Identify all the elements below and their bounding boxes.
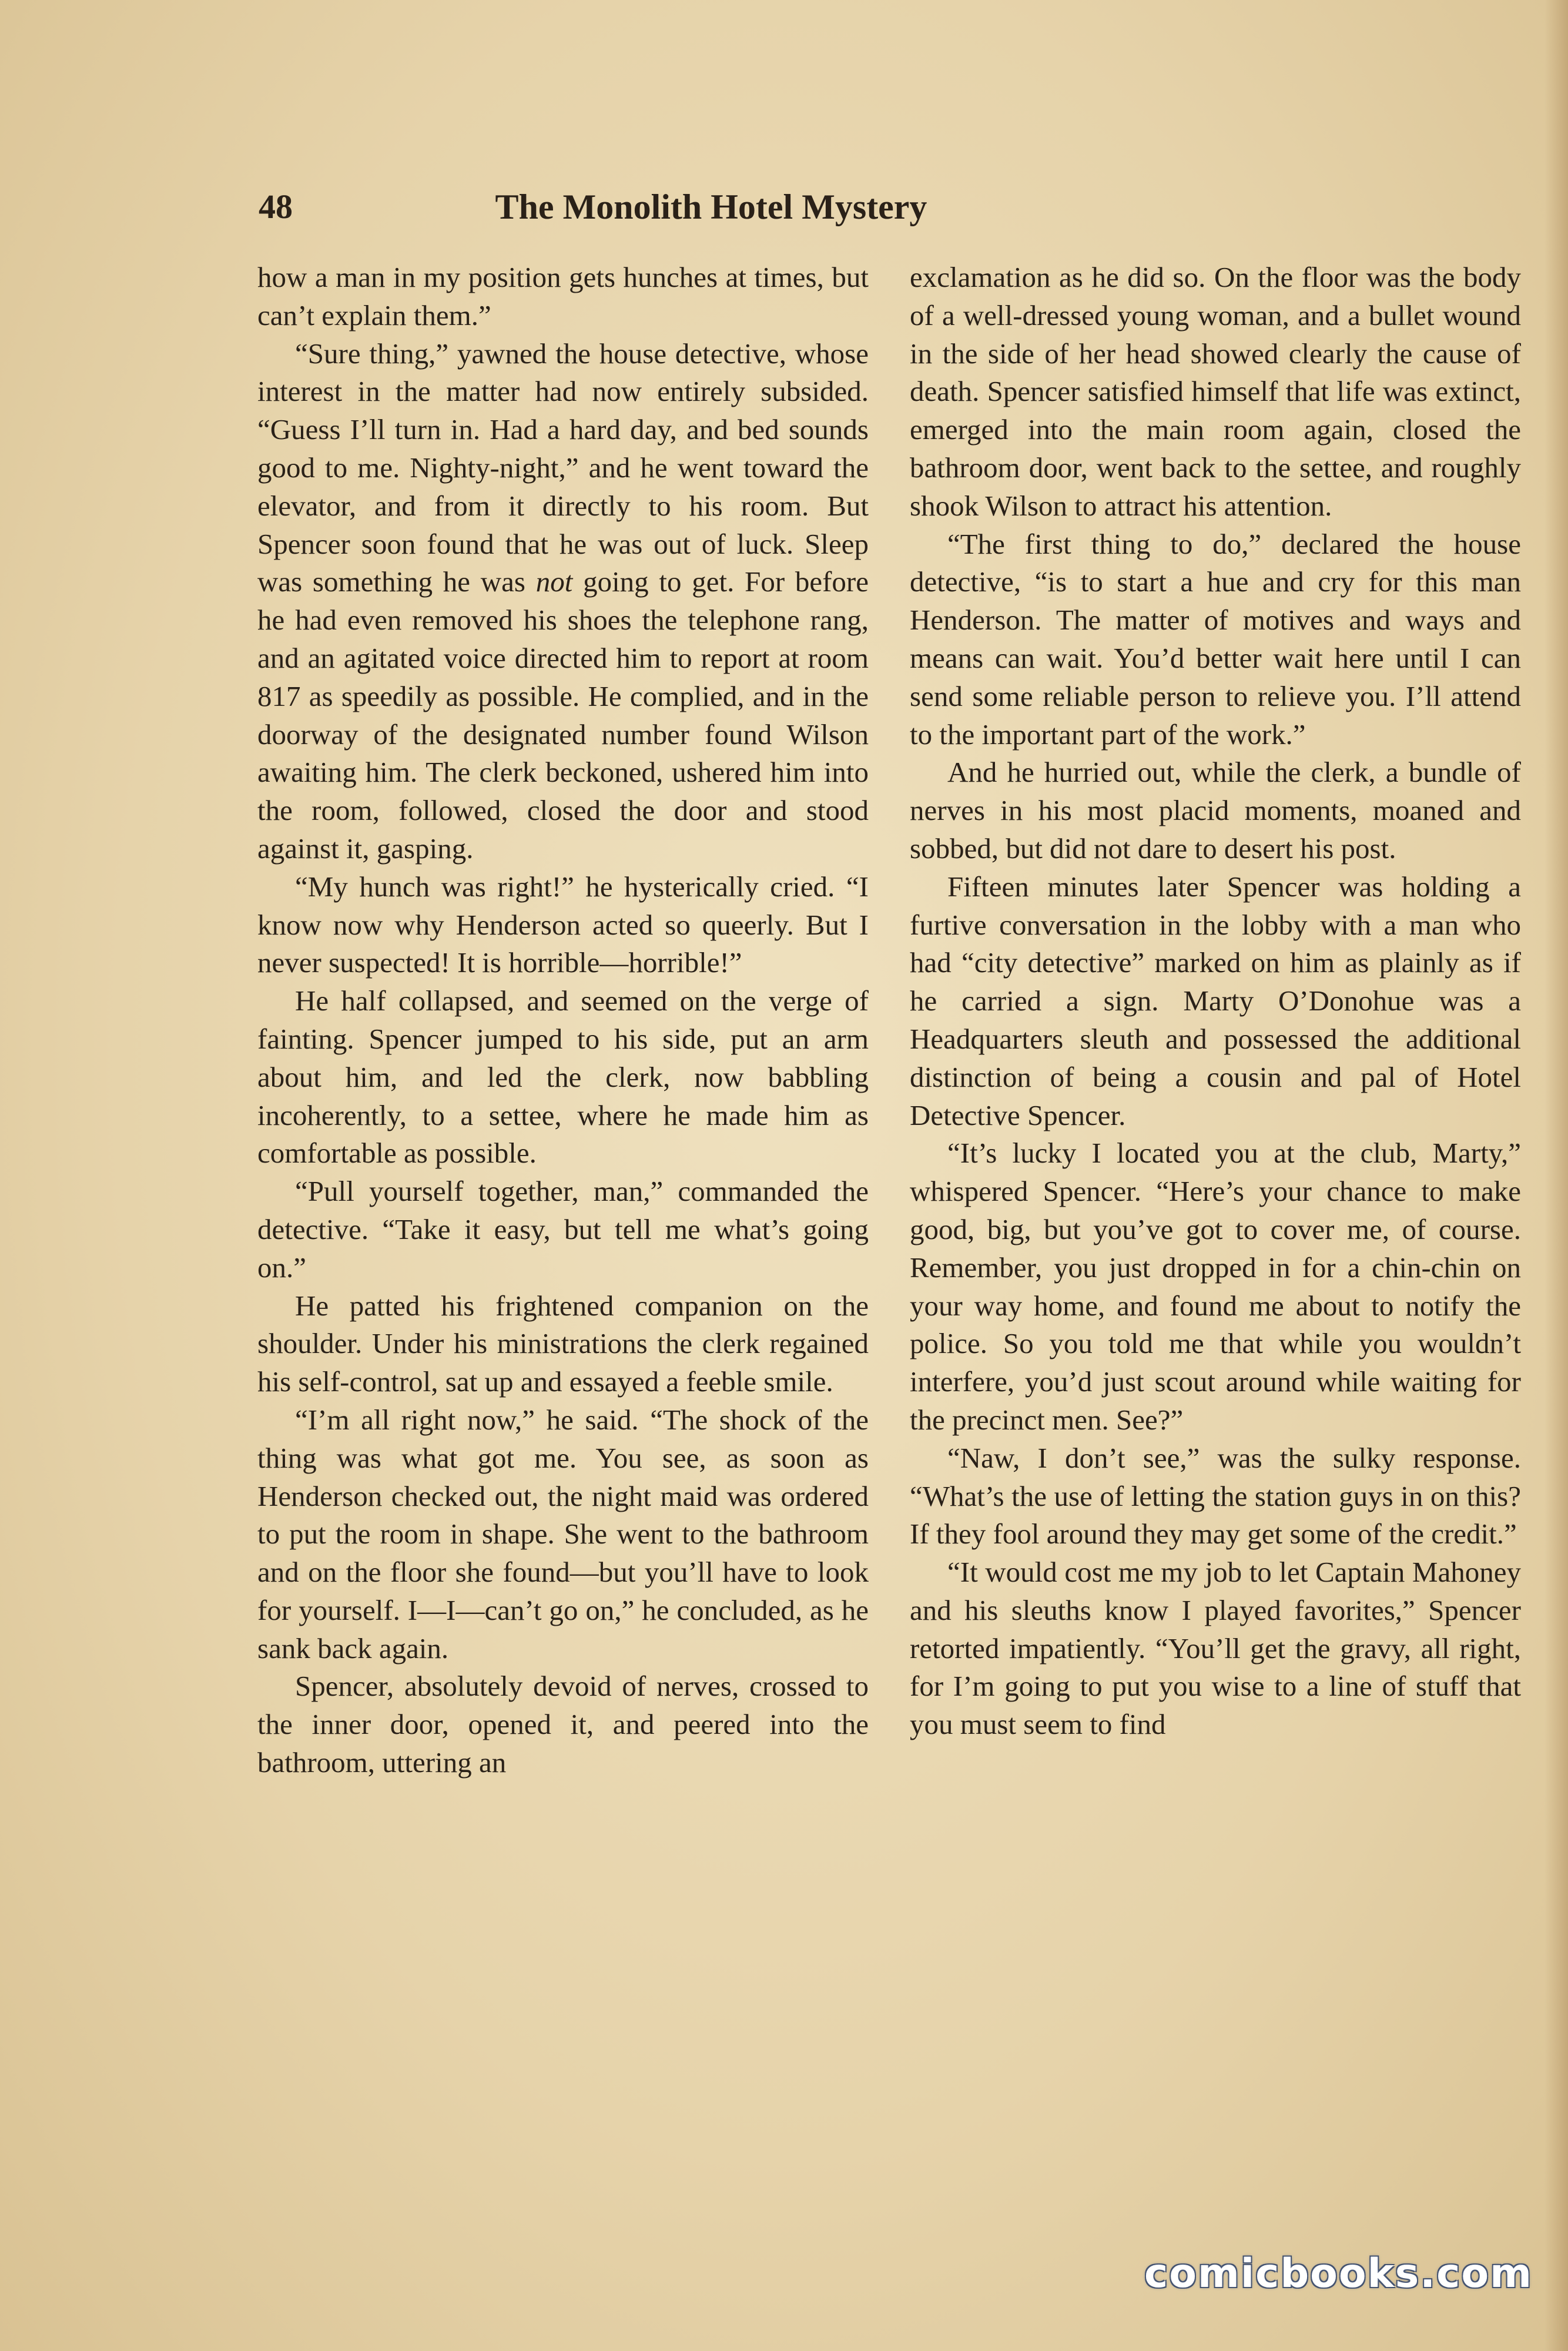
paragraph: “Sure thing,” yawned the house detective, whose interest in the matter had now entirely subsided. “Guess I’ll turn in. Had a hard day, and bed sounds good to me. Nighty-night,” and he went toward the elevator, and from it directly to his room. But Spencer soon found that he was out of luck. Sleep was something he was not going to get. For before he had even removed his shoes the telephone rang, and an agitated voice directed him to report at room 817 as speedily as possible. He complied, and in the doorway of the designated number found Wilson awaiting him. The clerk beckoned, ushered him into the room, followed, closed the door and stood against it, gasping. — [257, 337, 869, 865]
paragraph: He half collapsed, and seemed on the verge of fainting. Spencer jumped to his side, put an arm about him, and led the clerk, now babbling incoherently, to a settee, where he made him as comfortable as possible. — [257, 984, 869, 1170]
paragraph: And he hurried out, while the clerk, a bundle of nerves in his most placid moments, moaned and sobbed, but did not dare to desert his post. — [910, 756, 1521, 865]
page-number: 48 — [259, 187, 293, 226]
paragraph: “Pull yourself together, man,” commanded the detective. “Take it easy, but tell me what’s going on.” — [257, 1175, 869, 1284]
paragraph: Fifteen minutes later Spencer was holding a furtive conversation in the lobby with a man who had “city detective” marked on him as plainly as if he carried a sign. Marty O’Donohue was a Headquarters sleuth and possessed the additional distinction of being a cousin and pal of Hotel Detective Spencer. — [910, 870, 1521, 1131]
paragraph: Spencer, absolutely devoid of nerves, crossed to the inner door, opened it, and peered into the bathroom, uttering an — [257, 1670, 869, 1779]
italic-emphasis: not — [535, 565, 573, 598]
paragraph: “It’s lucky I located you at the club, Marty,” whispered Spencer. “Here’s your chance to make good, big, but you’ve got to cover me, of course. Remember, you just dropped in for a chin-chin on your way home, and found me about to notify the police. So you told me that while you wouldn’t interfere, you’d just scout around while waiting for the precinct men. See?” — [910, 1137, 1521, 1436]
paragraph: how a man in my position gets hunches at times, but can’t explain them.” — [257, 261, 869, 331]
right-column — [910, 259, 1521, 1744]
paragraph: “It would cost me my job to let Captain Mahoney and his sleuths know I played favorites,” Spencer retorted impatiently. “You’ll get the gravy, all right, for I’m going to put you wise to a line of stuff that you must seem to find — [910, 1556, 1521, 1741]
page-edge-shadow — [1544, 0, 1568, 2351]
paragraph: “The first thing to do,” declared the house detective, “is to start a hue and cry for this man Henderson. The matter of motives and ways and means can wait. You’d better wait here until I can send some reliable person to relieve you. I’ll attend to the important part of the work.” — [910, 527, 1521, 751]
left-column — [257, 259, 869, 1782]
paragraph: “Naw, I don’t see,” was the sulky response. “What’s the use of letting the station guys in on this? If they fool around they may get some of the credit.” — [910, 1441, 1521, 1550]
paragraph: “I’m all right now,” he said. “The shock of the thing was what got me. You see, as soon as Henderson checked out, the night maid was ordered to put the room in shape. She went to the bathroom and on the floor she found—but you’ll have to look for yourself. I—I—can’t go on,” he concluded, as he sank back again. — [257, 1403, 869, 1665]
paragraph: “My hunch was right!” he hysterically cried. “I know now why Henderson acted so queerly. But I never suspected! It is horrible—horrible!” — [257, 870, 869, 979]
paragraph: He patted his frightened companion on the shoulder. Under his ministrations the clerk regained his self-control, sat up and essayed a feeble smile. — [257, 1289, 869, 1398]
paragraph: exclamation as he did so. On the floor was the body of a well-dressed young woman, and a bullet wound in the side of her head showed clearly the cause of death. Spencer satisfied himself that life was extinct, emerged into the main room again, closed the bathroom door, went back to the settee, and roughly shook Wilson to attract his attention. — [910, 261, 1521, 522]
watermark-logo: comicbooks.com — [1144, 2250, 1533, 2297]
page-header — [259, 183, 1128, 230]
running-title: The Monolith Hotel Mystery — [495, 187, 927, 226]
